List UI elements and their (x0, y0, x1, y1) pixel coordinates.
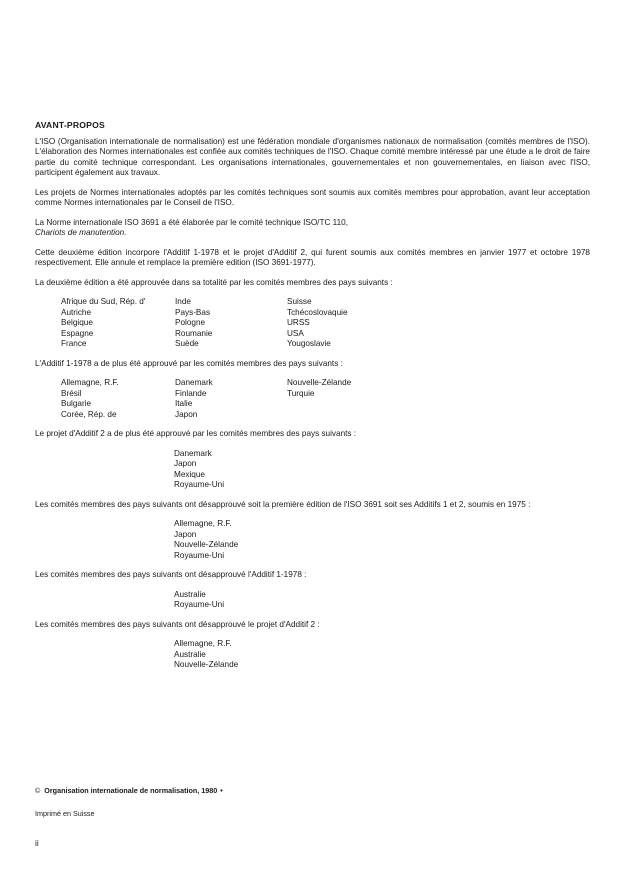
list-item: Allemagne, R.F. (61, 378, 119, 387)
list-item: Japon (174, 529, 197, 539)
list-item: URSS (287, 318, 310, 327)
list-item: Nouvelle-Zélande (174, 660, 239, 669)
paragraph-approved-full: La deuxième édition a été approuvée dans sa totalité par les comités membres des pays suivants : (35, 277, 393, 287)
list-item: Suède (175, 339, 199, 348)
paragraph-standard-origin (35, 218, 590, 239)
country-column-3 (287, 297, 407, 350)
printed-in: Imprimé en Suisse (35, 809, 95, 818)
document-body (35, 120, 590, 680)
paragraph-additif1-approved: L'Additif 1-1978 a de plus été approuvé par les comités membres des pays suivants : (35, 358, 343, 368)
country-column-1 (61, 378, 175, 420)
list-item: Royaume-Uni (174, 600, 225, 609)
list-item: Espagne (61, 328, 94, 338)
list-item: Royaume-Uni (174, 550, 225, 560)
list-item: Belgique (61, 318, 93, 327)
list-item: Brésil (61, 388, 82, 398)
country-list-additif1-approved (61, 378, 590, 420)
list-item: Autriche (61, 307, 92, 317)
country-list-disapproved-additif2 (174, 639, 590, 671)
paragraph-disapproved-additif1: Les comités membres des pays suivants ont désapprouvé l'Additif 1-1978 : (35, 570, 307, 579)
list-item: Italie (175, 399, 193, 408)
list-item: Pologne (175, 318, 206, 327)
list-item: Australie (174, 649, 206, 659)
paragraph-disapproved-first: Les comités membres des pays suivants ont désapprouvé soit la première édition de l'ISO 3691 soit ses Additifs 1 et 2, soumis en 1975 : (35, 499, 531, 509)
copyright-icon: © (35, 786, 41, 795)
list-item: Danemark (174, 448, 212, 458)
list-item: Inde (175, 297, 191, 306)
list-item: Nouvelle-Zélande (174, 540, 239, 549)
list-item: Mexique (174, 469, 205, 479)
list-item: Australie (174, 589, 206, 599)
list-item: Japon (174, 459, 197, 468)
list-item: Turquie (287, 388, 315, 398)
list-item: Nouvelle-Zélande (287, 378, 352, 387)
copyright-text: Organisation internationale de normalisation, 1980 (44, 786, 218, 795)
list-item: Allemagne, R.F. (174, 639, 232, 648)
list-item: Japon (175, 409, 198, 419)
list-item: Suisse (287, 297, 312, 306)
list-item: Corée, Rép. de (61, 409, 117, 419)
country-column-3 (287, 378, 407, 420)
list-item: Royaume-Uni (174, 480, 225, 489)
page-number: ii (35, 838, 39, 848)
country-column-1 (61, 297, 175, 350)
list-item: Afrique du Sud, Rép. d' (61, 297, 146, 306)
paragraph-disapproved-additif2: Les comités membres des pays suivants ont désapprouvé le projet d'Additif 2 : (35, 619, 320, 629)
country-column-2 (175, 378, 287, 420)
paragraph-additif2-approved: Le projet d'Additif 2 a de plus été approuvé par les comités membres des pays suivants : (35, 429, 357, 438)
list-item: Danemark (175, 378, 213, 387)
list-item: Bulgarie (61, 399, 92, 408)
country-list-disapproved-first (174, 519, 590, 561)
committee-title: Chariots de manutention. (35, 228, 127, 237)
paragraph-iso-intro: L'ISO (Organisation internationale de normalisation) est une fédération mondiale d'organismes nationaux de normalisation (comités membres de l'ISO). L'élaboration des Normes internationales est confiée aux comités techniques de l'ISO. Chaque comité membre intéressé par une étude a le droit de faire partie du comité technique correspondant. Les organisations internationales, gouvernementales et non gouvernementales, en liaison avec l'ISO, participent également aux travaux. (35, 136, 590, 177)
country-list-approved-full (61, 297, 590, 350)
copyright-line (35, 786, 223, 795)
country-list-disapproved-additif1 (174, 590, 590, 611)
list-item: Tchécoslovaquie (287, 307, 348, 317)
list-item: Allemagne, R.F. (174, 519, 232, 528)
paragraph-drafts: Les projets de Normes internationales adoptés par les comités techniques sont soumis aux comités membres pour approbation, avant leur acceptation comme Normes internationales par le Conseil de l'ISO. (35, 187, 590, 207)
list-item: France (61, 339, 87, 348)
list-item: Finlande (175, 388, 207, 398)
list-item: Pays-Bas (175, 307, 211, 317)
paragraph-edition: Cette deuxième édition incorpore l'Additif 1-1978 et le projet d'Additif 2, qui furent soumis aux comités membres en janvier 1977 et octobre 1978 respectivement. Elle annule et remplace la première edition (ISO 3691-1977). (35, 247, 590, 267)
page-title: AVANT-PROPOS (35, 120, 105, 130)
list-item: Roumanie (175, 328, 213, 338)
list-item: USA (287, 328, 304, 338)
country-list-additif2-approved (174, 449, 590, 491)
list-item: Yougoslavie (287, 339, 331, 348)
bullet-icon: • (220, 786, 223, 795)
standard-origin-text: La Norme internationale ISO 3691 a été élaborée par le comité technique ISO/TC 110, (35, 217, 348, 227)
country-column-2 (175, 297, 287, 350)
